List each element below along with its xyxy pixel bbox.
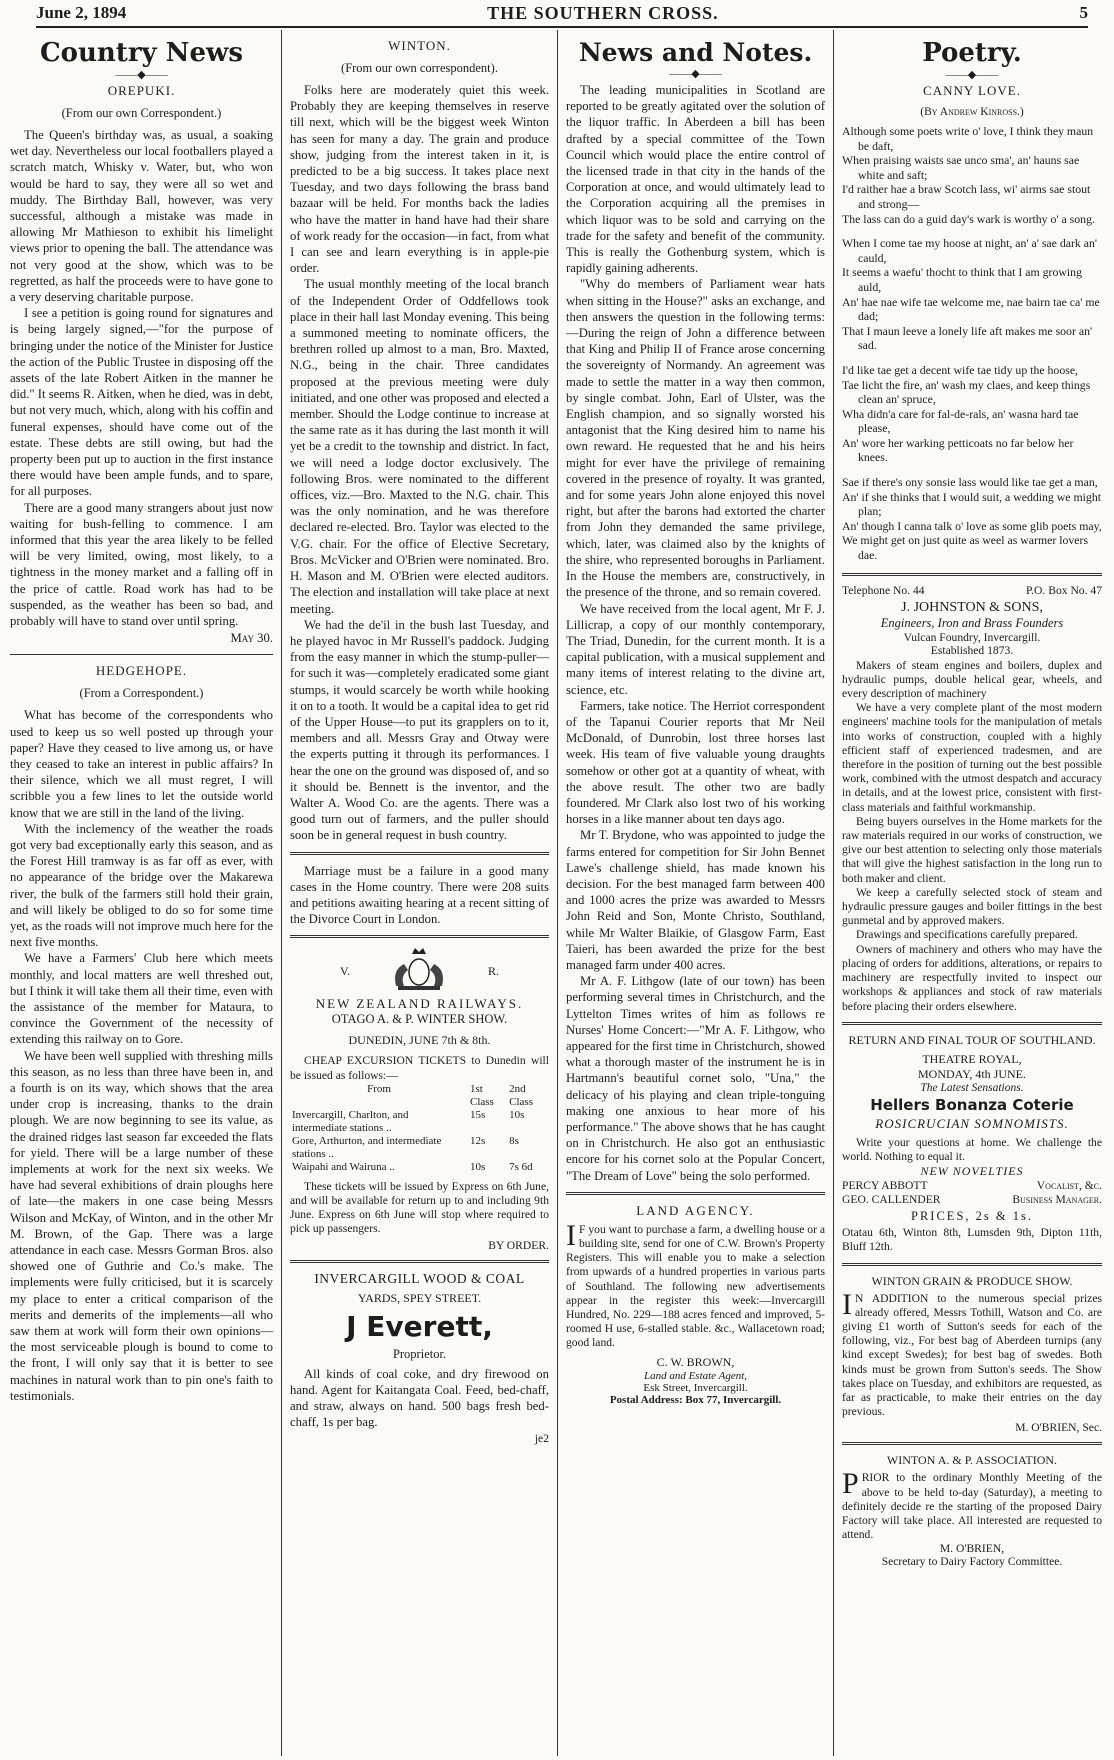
crest-r: R. xyxy=(487,963,499,978)
firm-paragraph: We keep a carefully selected stock of steam and hydraulic pressure gauges and boiler fittings in the best gunmetal and by approved makers. xyxy=(842,885,1102,928)
land-agency-signature: C. W. BROWN, xyxy=(656,1354,735,1369)
railway-title: NEW ZEALAND RAILWAYS. xyxy=(315,996,524,1012)
article-paragraph: "Why do members of Parliament wear hats when sitting in the House?" asks an exchange, and then answers the question in the following terms:—During the reign of John a difference between that King and Philip II of France arose concerning the sovereignty of Normandy. An agreement was made to settle the matter in a way then common, by single combat. John, Earl of Ulster, was the English champion, and so signally worsted his antagonist that the King desired him to name his own reward. He requested that he and his heirs might for ever have the privilege of remaining covered in the presence of royalty. It was granted, and for some years John alone enjoyed this novel right, but after the barons had extorted the charter from John they demanded the same privilege, which, later, was claimed also by the knights of the shire, who represented boroughs in Parliament. In the House the members are, constructively, in the presence of the throne, and so remain covered. xyxy=(566,277,825,600)
article-paragraph: The usual monthly meeting of the local branch of the Independent Order of Oddfellows took place in their hall last Monday evening. This being a summoned meeting to nominate officers, the brethren rolled up almost to a man, Bro. Maxted, N.G., being in the chair. Three candidates proposed at the previous meeting were duly initiated, and one other was proposed and elected a member. Should the Lodge continue to increase at the same rate as it has during the last month it will yet be a credit to the township and district. In fact, we will need a lodge doctor exclusively. The following Bros. were nominated to the different offices, viz.—Bro. Maxted to the N.G. chair. This was the only nomination, and he was therefore declared re-elected. Bro. Taylor was elected to the V.G. chair. For the office of Elective Secretary, Bros. McVicker and O'Brien were nominated. Bro. H. Mason and M. O'Brien were elected auditors. The election and installation will take place at next meeting. xyxy=(290,277,549,616)
poem-line: Although some poets write o' love, I think they maun be daft, xyxy=(842,124,1094,153)
firm-name: J. JOHNSTON & SONS, xyxy=(901,599,1043,615)
land-agency-street: Esk Street, Invercargill. xyxy=(643,1381,748,1394)
tour-prices: PRICES, 2s & 1s. xyxy=(911,1209,1033,1224)
article-paragraph: The Queen's birthday was, as usual, a soaking wet day. Nevertheless our local footballers played a scratch match, Whisky v. Water, but, who won would be hard to say, they were all so wet and muddy. The Birthday Ball, however, was very successful, although a mistake was made in allowing Mr Mathieson to exhibit his limelight views prior to opening the ball. The attendance was not very good at the show, which was to be regretted, as half the proceeds were to have gone to a very deserving charitable purpose. xyxy=(10,128,273,305)
firm-paragraph: Owners of machinery and others who may have the placing of orders for additions, alterations, or repairs to machinery are respectfully invited to inspect our workshops & appliances and stock of raw materials before placing their orders elsewhere. xyxy=(842,942,1102,1013)
divider xyxy=(290,935,549,938)
ornament-divider: ——◆—— xyxy=(669,68,722,80)
coal-proprietor-name: J Everett, xyxy=(346,1309,493,1343)
article-dateline: May 30. xyxy=(230,631,273,646)
fares-table xyxy=(290,1083,549,1174)
fare-from: Waipahi and Wairuna .. xyxy=(292,1160,395,1173)
tour-person-role: Vocalist, &c. xyxy=(1036,1179,1102,1193)
poem-stanza xyxy=(842,124,1102,226)
firm-established: Established 1873. xyxy=(930,643,1014,657)
tour-person-row xyxy=(842,1193,1102,1207)
coal-proprietor-label: Proprietor. xyxy=(392,1346,447,1361)
col-header: 1st Class xyxy=(470,1082,494,1108)
article-title: WINTON. xyxy=(388,38,451,53)
article-byline: (From our own Correspondent.) xyxy=(61,106,222,120)
fare-first: 15s xyxy=(470,1108,486,1121)
article-paragraph: Folks here are moderately quiet this week. Probably they are keeping themselves in reserve till next, which will be the biggest week Winton has seen for many a day. The grain and produce show, judging from the interest taken in it, is predicted to be a big success. It takes place next Tuesday, and two days following the brass band bazaar will be held. For months back the ladies who have the matter in hand have had their share of work ready for the occasion—in fact, from what I can see and learn everything is in apple-pie order. xyxy=(290,83,549,276)
firm-pobox: P.O. Box No. 47 xyxy=(1025,583,1102,597)
masthead xyxy=(36,0,1088,28)
table-header xyxy=(290,1083,549,1109)
tour-challenge: Write your questions at home. We challenge the world. Nothing to equal it. xyxy=(842,1135,1102,1163)
article-paragraph: We have a Farmers' Club here which meets monthly, and local matters are well threshed out, but I think it will take them all their time, even with the assistance of the member for Mataura, to convince the Government of the necessity of extending this railway on to Gore. xyxy=(10,951,273,1047)
issue-date: June 2, 1894 xyxy=(36,3,127,22)
fare-second: 8s xyxy=(509,1134,519,1147)
fare-from: Gore, Arthurton, and intermediate stations .. xyxy=(292,1134,442,1160)
article-paragraph: We have received from the local agent, Mr F. J. Lillicrap, a copy of our monthly contemporary, The Triad, Dunedin, for the current month. It is a capital publication, with a musical supplement and many items of interest relating to the divine art, science, etc. xyxy=(566,601,825,697)
firm-paragraph: Being buyers ourselves in the Home markets for the raw materials required in our works of construction, we give our best attention to selecting only those materials that will give the highest satisfaction in the long run to both maker and client. xyxy=(842,814,1102,885)
ornament-divider: ——◆—— xyxy=(945,69,999,81)
section-banner: News and Notes. xyxy=(578,38,813,67)
railway-note: These tickets will be issued by Express on 6th June, and will be available for return up to and including 9th June. Express on 6th June will stop where required to pick up passengers. xyxy=(290,1179,549,1236)
firm-paragraph: Drawings and specifications carefully prepared. xyxy=(856,928,1078,942)
poem-line: An' if she thinks that I would suit, a wedding we might plan; xyxy=(842,489,1102,519)
section-banner: Poetry. xyxy=(922,38,1022,68)
coal-body: All kinds of coal coke, and dry firewood on hand. Agent for Kaitangata Coal. Feed, bed-chaff, and straw, always on hand. 500 bags fresh bed-chaff, 1s per bag. xyxy=(290,1366,549,1430)
tour-novelties: NEW NOVELTIES xyxy=(920,1164,1024,1179)
ornament-divider: ——◆—— xyxy=(115,69,168,81)
poem-line: When praising waists sae unco sma', an' hauns sae white and saft; xyxy=(842,153,1080,182)
poem-line: Sae if there's ony sonsie lass would like tae get a man, xyxy=(842,475,1098,490)
poem-title: CANNY LOVE. xyxy=(923,83,1021,98)
land-agency-role: Land and Estate Agent, xyxy=(643,1369,748,1382)
association-signature: M. O'BRIEN, xyxy=(939,1542,1005,1556)
firm-telephone: Telephone No. 44 xyxy=(842,583,925,597)
divider xyxy=(842,573,1102,576)
poem-line: When I come tae my hoose at night, an' a' sae dark an' cauld, xyxy=(842,236,1097,265)
tour-latest: The Latest Sensations. xyxy=(920,1081,1024,1094)
divider xyxy=(842,1022,1102,1025)
poem-line: Wha didn'a care for fal-de-rals, an' wasna hard tae please, xyxy=(842,406,1079,436)
fare-first: 12s xyxy=(470,1134,486,1147)
tour-theatre: THEATRE ROYAL, xyxy=(922,1051,1022,1066)
col-header: From xyxy=(367,1082,391,1095)
poem-line: I'd raither hae a braw Scotch lass, wi' airms sae stout and strong— xyxy=(842,182,1091,211)
divider xyxy=(290,852,549,855)
show-title: WINTON GRAIN & PRODUCE SHOW. xyxy=(871,1273,1073,1288)
coal-title: INVERCARGILL WOOD & COAL xyxy=(314,1270,525,1286)
divider xyxy=(290,1260,549,1263)
railway-date: DUNEDIN, JUNE 7th & 8th. xyxy=(348,1033,491,1048)
railway-order: BY ORDER. xyxy=(488,1238,549,1252)
association-role: Secretary to Dairy Factory Committee. xyxy=(881,1555,1063,1569)
article-paragraph: We had the de'il in the bush last Tuesday, and he played havoc in Mr Russell's paddock. Judging from the easy manner in which the stump-puller—for such it was—completely eradicated some giant stumps, it would scarcely be worth while hooking it on to a tooth. It would be a capital idea to get rid of the Upper House—to put its grapplers on to it, members and all. Messrs Gray and Otway were the experts putting it through its performances. I hear the one on the ground was disposed of, and so it should be. Bennett is the inventor, and the Walter A. Wood Co. are the agents. There was a good turn out of farmers, and the puller should soon be in general request in bush country. xyxy=(290,617,549,843)
article-paragraph: Mr T. Brydone, who was appointed to judge the farms entered for competition for Sir John Bennet Lawe's challenge shield, has made known his decision. For the best managed farm between 400 and 1000 acres the prize was awarded to Messrs John Reid and Son, Monte Christo, Southland, while Mr Walter Blaikie, of Glasgow Farm, East Taieri, has been awarded the prize for the best managed farm under 400 acres. xyxy=(566,828,825,972)
tour-title: RETURN AND FINAL TOUR OF SOUTHLAND. xyxy=(848,1032,1096,1047)
firm-paragraph: We have a very complete plant of the most modern engineers' machine tools for the manipulation of metals into works of construction, coupled with a highly efficient staff of experienced tradesmen, and are therefore in the position of turning out the best possible work, combined with the utmost despatch and accuracy in details, and at the lowest price, consistent with first-class materials and faithful workmanship. xyxy=(842,701,1102,814)
firm-foundry: Vulcan Foundry, Invercargill. xyxy=(903,630,1041,644)
poem-line: An' though I canna talk o' love as some glib poets may, xyxy=(842,518,1102,533)
railway-intro: CHEAP EXCURSION TICKETS to Dunedin will be issued as follows:— xyxy=(290,1054,549,1082)
section-banner: Country News xyxy=(39,38,244,68)
article-paragraph: What has become of the correspondents who used to keep us so well posted up through your paper? Have they ceased to live among us, or have they ceased to take an interest in public affairs? In their silence, which we all must regret, I will scribble you a few lines to let the outside world know that we are still in the land of the living. xyxy=(10,708,273,820)
poem-line: That I maun leeve a lonely life aft makes me soor an' sad. xyxy=(842,323,1093,353)
railway-subtitle: OTAGO A. & P. WINTER SHOW. xyxy=(331,1012,508,1027)
article-title: OREPUKI. xyxy=(107,83,176,98)
article-byline: (From a Correspondent.) xyxy=(79,686,204,701)
tour-date: MONDAY, 4th JUNE. xyxy=(917,1066,1027,1081)
divider xyxy=(10,654,273,655)
article-paragraph: Mr A. F. Lithgow (late of our town) has been performing several times in Christchurch, and the Lyttelton Times writes of him as follows re Nurses' Home Concert:—"Mr A. F. Lithgow, who appeared for the first time in Christchurch, showed what a thorough master of the instrument he is in Hartmann's beautiful cornet solo, "Una," the delicacy of his playing and clean triple-tonguing making one anxious to hear more of his performance." The above shows that he has caught on in Christchurch. He also got an enthusiastic encore for his cornet solo at the Popular Concert, "The Dream of Love" being the solo performed. xyxy=(566,974,825,1183)
newspaper-title: THE SOUTHERN CROSS. xyxy=(487,2,719,23)
association-body: PRIOR to the ordinary Monthly Meeting of the above to be held to-day (Saturday), a meeting to definitely decide re the starting of the proposed Dairy Factory will take place. All interested are requested to attend. xyxy=(842,1467,1102,1542)
poem-line: We might get on just quite as weel as warmer lovers dae. xyxy=(842,533,1089,563)
article-paragraph: Farmers, take notice. The Herriot correspondent of the Tapanui Courier reports that Mr Neil McDonald, of Dunrobin, lost three horses last week. His team of five valuable young draughts somehow or other got at a quantity of wheat, with the above result. The other two are badly foundered. Mr Clark also lost two of his working horses in a like manner about ten days ago. xyxy=(566,698,825,827)
article-paragraph: There are a good many strangers about just now waiting for bush-felling to commence. I am informed that this year the area likely to be felled will be very limited, owing, most likely, to a tightness in the money market and a falling off in the price of cattle. Road work has had to be suspended, as the weather has been so bad, and probably will have to stand over until spring. xyxy=(10,500,273,629)
poem-author: (By Andrew Kinross.) xyxy=(920,106,1024,118)
poem-line: An' wore her warking petticoats no far below her knees. xyxy=(842,435,1074,465)
article-paragraph: We have been well supplied with threshing mills this season, as no less than three have been in, and a fourth is on its way, which shows that the area under crop is increasing, thanks to the drain plough. We are now beginning to see its value, as the drained ridges last season far exceeded the flats for yield. There will be a large number of these implements at work for the next six weeks. We have had several exhibitions of drain ploughs here of late—the makers in one case being Messrs Wilson and McKay, of Winton, and in the other Mr M. Brown, of the Gap. There was a large attendance in each case. Messrs Gorman Bros. also showed one of Guthrie and Co.'s make. The implements were fully criticised, but it is scarcely my place to enter a critical comparison of the merits and demerits of the implements—all who saw them at work will form their own opinions—the most serviceable plough is bound to come to the front, I will only say that it is better to see machines in natural work than to pin one's faith to testimonials. xyxy=(10,1048,273,1403)
tour-troupe-name: Hellers Bonanza Coterie xyxy=(870,1095,1074,1114)
table-row xyxy=(290,1135,549,1161)
tour-dates: Otatau 6th, Winton 8th, Lumsden 9th, Dipton 11th, Bluff 12th. xyxy=(842,1226,1102,1254)
column-poetry-ads xyxy=(834,30,1110,1756)
divider xyxy=(842,1442,1102,1445)
poem-stanza xyxy=(842,236,1102,353)
land-agency-title: LAND AGENCY. xyxy=(636,1202,755,1218)
firm-contact-row xyxy=(842,584,1102,598)
table-row xyxy=(290,1109,549,1135)
tour-person-name: GEO. CALLENDER xyxy=(842,1193,941,1207)
fare-first: 10s xyxy=(470,1160,486,1173)
col-header: 2nd Class xyxy=(509,1082,533,1108)
divider xyxy=(842,1263,1102,1266)
table-row xyxy=(290,1161,549,1174)
royal-crest-icon xyxy=(384,946,454,996)
article-title: HEDGEHOPE. xyxy=(95,663,188,679)
poem-line: The lass can do a guid day's wark is worthy o' a song. xyxy=(842,211,1095,226)
association-title: WINTON A. & P. ASSOCIATION. xyxy=(886,1453,1058,1468)
tour-person-row xyxy=(842,1179,1102,1193)
ad-code: je2 xyxy=(534,1432,549,1446)
land-agency-body: IF you want to purchase a farm, a dwelling house or a building site, send for one of C.W. Brown's Property Registers. This will enable you to make a selection from upwards of a hundred properties in various parts of Southland. The following new advertisements appear in the register this week:—Invercargill Hundred, No. 229—188 acres fenced and improved, 5-roomed H use, 6-stalled stable. &c., Wallacetown road; good land. xyxy=(566,1218,825,1350)
poem-line: Tae licht the fire, an' wash my claes, and keep things clean an' spruce, xyxy=(842,377,1091,407)
poem-stanza xyxy=(842,363,1102,465)
railway-crest xyxy=(290,946,549,996)
show-body: IN ADDITION to the numerous special prizes already offered, Messrs Tothill, Watson and Co. are giving £1 worth of Sutton's seeds for each of the following, viz., For best bag of Aberdeen turnips (any kind except Swedes); for best bag of swedes. Both kinds must be grown from Sutton's seeds. The Show takes place on Tuesday, and exhibitors are requested, as far as practicable, to make their entries on the day previous. xyxy=(842,1287,1102,1419)
tour-person-name: PERCY ABBOTT xyxy=(842,1179,928,1193)
crest-v: V. xyxy=(340,963,351,978)
poem-line: It seems a waefu' thocht to think that I am growing auld, xyxy=(842,265,1082,294)
article-paragraph: The leading municipalities in Scotland are reported to be greatly agitated over the solution of the liquor traffic. In Aberdeen a bill has been drafted by a special committee of the Town Council which would place the entire control of the licensed trade in that city in the hands of the Corporation at once, and would ultimately lead to the Corporation acquiring all the premises in which liquor was to be sold and carrying on the trade for the safety and benefit of the community. This is really the Gothenburg system, which is rapidly gaining adherents. xyxy=(566,83,825,276)
firm-trade: Engineers, Iron and Brass Founders xyxy=(880,615,1064,630)
poem-line: I'd like tae get a decent wife tae tidy up the hoose, xyxy=(842,362,1079,377)
article-byline: (From our own correspondent). xyxy=(341,61,498,75)
column-news-and-notes xyxy=(558,30,834,1756)
divider xyxy=(566,1192,825,1195)
tour-act: ROSICRUCIAN SOMNOMISTS. xyxy=(875,1115,1069,1131)
marriage-item: Marriage must be a failure in a good many cases in the Home country. There were 208 suits and petitions awaiting hearing at a recent sitting of the Divorce Court in London. xyxy=(290,863,549,927)
show-signature: M. O'BRIEN, Sec. xyxy=(1015,1421,1102,1435)
tour-person-role: Business Manager. xyxy=(1012,1193,1102,1207)
fare-second: 7s 6d xyxy=(509,1160,533,1173)
column-country-news xyxy=(2,30,282,1756)
fare-from: Invercargill, Charlton, and intermediate stations .. xyxy=(292,1108,409,1134)
column-winton xyxy=(282,30,558,1756)
land-agency-postal: Postal Address: Box 77, Invercargill. xyxy=(609,1393,782,1406)
firm-paragraph: Makers of steam engines and boilers, duplex and hydraulic pumps, double helical gear, wheels, and every description of machinery xyxy=(842,658,1102,701)
article-paragraph: With the inclemency of the weather the roads got very bad exceptionally early this season, and as the Forest Hill tramway is as far off as ever, with no appearance of the bridge over the Makarewa river, the bulk of the farmers still hold their grain, and will likely be obliged to do so for some time yet, as the roads will not improve much here for the next five months. xyxy=(10,821,273,950)
poem-stanza xyxy=(842,475,1102,563)
poem-line: An' hae nae wife tae welcome me, nae bairn tae ca' me dad; xyxy=(842,294,1100,324)
page-number: 5 xyxy=(1079,3,1088,22)
coal-yards: YARDS, SPEY STREET. xyxy=(357,1290,482,1305)
fare-second: 10s xyxy=(509,1108,525,1121)
article-paragraph: I see a petition is going round for signatures and is being largely signed,—"for the purpose of bringing under the notice of the Minister for Justice the action of the Public Trustee in disposing off the assets of the late Robert Aitken in the manner he did." It seems R. Aitken, when he died, was in debt, but not very much, which, along with his coffin and funeral expenses, should have come out of the estate. These debts are still owing, but had the property been put up to auction in the first instance there would have been ample funds, and to spare, for all purposes. xyxy=(10,306,273,499)
